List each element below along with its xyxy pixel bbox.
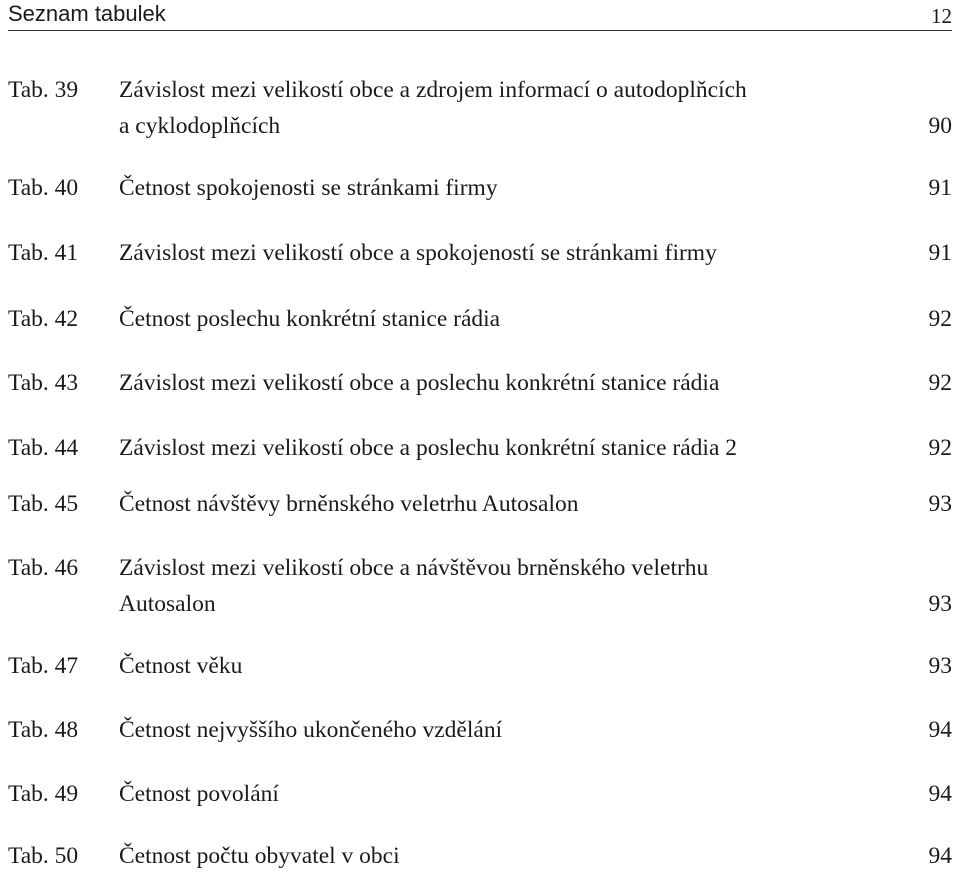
entry-title-line: Závislost mezi velikostí obce a návštěvou brněnského veletrhu — [119, 555, 709, 581]
entry-title-line: Četnost věku — [119, 653, 243, 679]
entry-title — [119, 430, 909, 466]
entry-title — [119, 72, 909, 144]
entry-page-number: 92 — [928, 370, 952, 396]
toc-entry[interactable] — [8, 170, 952, 206]
entry-page-number: 94 — [928, 781, 952, 807]
entry-title-line: Četnost spokojenosti se stránkami firmy — [119, 175, 498, 201]
entry-page-number: 93 — [928, 591, 952, 617]
entry-title-line: Závislost mezi velikostí obce a spokojeností se stránkami firmy — [119, 240, 717, 266]
entry-title — [119, 170, 909, 206]
entry-title-line: Četnost počtu obyvatel v obci — [119, 843, 400, 869]
entry-page-number: 92 — [928, 306, 952, 332]
entry-prefix: Tab. — [8, 77, 49, 103]
entry-prefix: Tab. — [8, 555, 49, 581]
entry-title-line: Závislost mezi velikostí obce a poslechu konkrétní stanice rádia 2 — [119, 435, 737, 461]
entry-label — [8, 430, 118, 466]
entry-prefix: Tab. — [8, 491, 49, 517]
entry-prefix: Tab. — [8, 781, 49, 807]
entry-number: 43 — [54, 370, 79, 396]
entry-page-number: 94 — [928, 717, 952, 743]
toc-entry[interactable] — [8, 712, 952, 748]
entry-number: 49 — [54, 781, 79, 807]
entry-number: 48 — [54, 717, 79, 743]
entry-number: 46 — [54, 555, 79, 581]
entry-label — [8, 712, 118, 748]
section-title: Seznam tabulek — [8, 1, 166, 26]
toc-entry[interactable] — [8, 550, 952, 622]
toc-entry[interactable] — [8, 486, 952, 522]
entry-prefix: Tab. — [8, 717, 49, 743]
entry-label — [8, 72, 118, 108]
entry-number: 40 — [54, 175, 79, 201]
entry-label — [8, 170, 118, 206]
entry-number: 41 — [54, 240, 79, 266]
entry-prefix: Tab. — [8, 435, 49, 461]
entry-number: 42 — [54, 306, 79, 332]
entry-title — [119, 301, 909, 337]
entry-prefix: Tab. — [8, 306, 49, 332]
entry-prefix: Tab. — [8, 843, 49, 869]
entry-title-line: Četnost nejvyššího ukončeného vzdělání — [119, 717, 503, 743]
entry-number: 39 — [54, 77, 79, 103]
entry-page-number: 91 — [928, 240, 952, 266]
entry-title-line: Četnost povolání — [119, 781, 279, 807]
entry-label — [8, 486, 118, 522]
toc-entry[interactable] — [8, 430, 952, 466]
entry-number: 47 — [54, 653, 79, 679]
entry-title-line: Četnost návštěvy brněnského veletrhu Autosalon — [119, 491, 579, 517]
entry-title-line: Autosalon — [119, 591, 216, 617]
entry-number: 50 — [54, 843, 79, 869]
toc-entry[interactable] — [8, 235, 952, 271]
toc-entry[interactable] — [8, 365, 952, 401]
entry-prefix: Tab. — [8, 175, 49, 201]
entry-title — [119, 776, 909, 812]
entry-page-number: 94 — [928, 843, 952, 869]
entry-label — [8, 550, 118, 586]
entry-label — [8, 365, 118, 401]
entry-title-line: a cyklodoplňcích — [119, 113, 281, 139]
entry-title-line: Závislost mezi velikostí obce a poslechu konkrétní stanice rádia — [119, 370, 720, 396]
entry-title — [119, 712, 909, 748]
header-page-number: 12 — [931, 4, 952, 28]
entry-label — [8, 776, 118, 812]
entry-page-number: 91 — [928, 175, 952, 201]
entry-prefix: Tab. — [8, 240, 49, 266]
entry-label — [8, 838, 118, 874]
entry-page-number: 92 — [928, 435, 952, 461]
entry-page-number: 93 — [928, 653, 952, 679]
entry-number: 44 — [54, 435, 79, 461]
entry-label — [8, 648, 118, 684]
entry-title-line: Závislost mezi velikostí obce a zdrojem informací o autodoplňcích — [119, 77, 747, 103]
toc-entry[interactable] — [8, 776, 952, 812]
toc-entry[interactable] — [8, 648, 952, 684]
toc-entry[interactable] — [8, 301, 952, 337]
entry-title — [119, 648, 909, 684]
entry-label — [8, 301, 118, 337]
entry-number: 45 — [54, 491, 79, 517]
entry-title — [119, 550, 909, 622]
entry-title — [119, 486, 909, 522]
entry-title — [119, 838, 909, 874]
toc-entry[interactable] — [8, 72, 952, 144]
entry-title — [119, 235, 909, 271]
entry-label — [8, 235, 118, 271]
entry-title-line: Četnost poslechu konkrétní stanice rádia — [119, 306, 501, 332]
entry-page-number: 90 — [928, 113, 952, 139]
entry-title — [119, 365, 909, 401]
entry-prefix: Tab. — [8, 653, 49, 679]
toc-entry[interactable] — [8, 838, 952, 874]
entry-page-number: 93 — [928, 491, 952, 517]
running-header — [8, 0, 952, 31]
entry-prefix: Tab. — [8, 370, 49, 396]
